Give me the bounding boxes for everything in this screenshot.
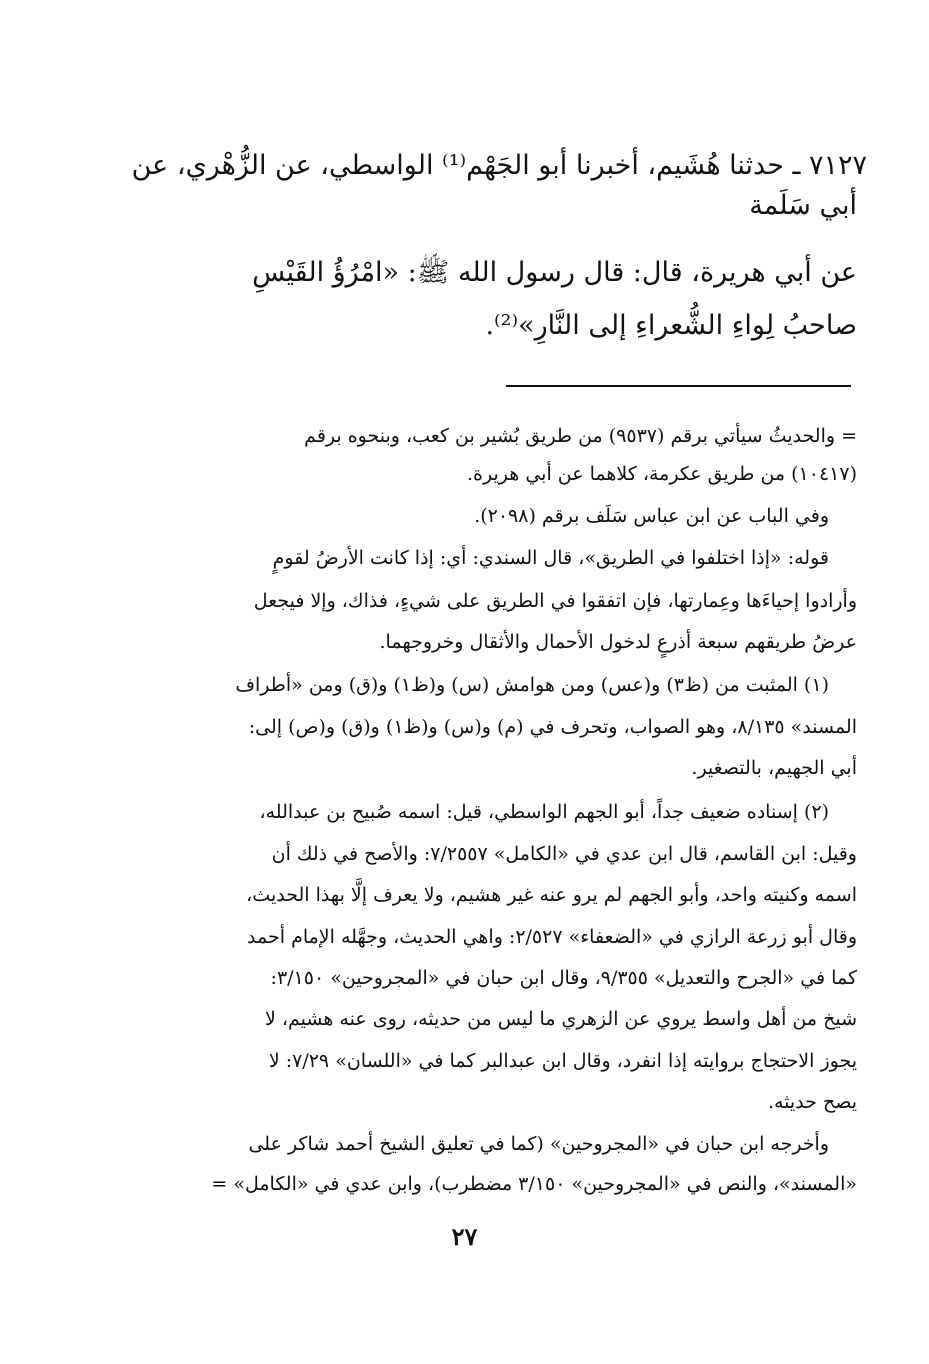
footnote-line: (٢) إسناده ضعيف جداً، أبو الجهم الواسطي، قيل: اسمه صُبيح بن عبدالله، <box>259 801 829 823</box>
footnote-separator <box>506 385 851 387</box>
hadith-line: عن أبي هريرة، قال: قال رسول الله ﷺ: «امْرُؤُ القَيْسِ <box>252 257 857 288</box>
footnote-line: اسمه وكنيته واحد، وأبو الجهم لم يرو عنه غير هشيم، ولا يعرف إلَّا بهذا الحديث، <box>246 884 857 906</box>
footnote-line: عرضُ طريقهم سبعة أذرعٍ لدخول الأحمال والأثقال وخروجهما. <box>379 631 857 653</box>
footnote-line: وأرادوا إحياءَها وعِمارتها، فإن اتفقوا في الطريق على شيءٍ، فذاك، وإلا فيجعل <box>253 590 857 612</box>
footnote-line: وأخرجه ابن حبان في «المجروحين» (كما في تعليق الشيخ أحمد شاكر على <box>248 1133 829 1155</box>
footnote-line: كما في «الجرح والتعديل» ٩/٣٥٥، وقال ابن حبان في «المجروحين» ٣/١٥٠: <box>270 967 857 989</box>
footnote-line: يصح حديثه. <box>767 1091 857 1113</box>
hadith-line: أبي سَلَمة <box>749 190 857 221</box>
page-number: ٢٧ <box>451 1222 478 1251</box>
footnote-line: (١) المثبت من (ظ٣) و(عس) ومن هوامش (س) و(ظ١) و(ق) ومن «أطراف <box>235 674 829 696</box>
footnote-line: أبي الجهيم، بالتصغير. <box>691 757 857 779</box>
footnote-line: «المسند»، والنص في «المجروحين» ٣/١٥٠ مضطرب)، وابن عدي في «الكامل» = <box>211 1173 857 1195</box>
hadith-line: صاحبُ لِواءِ الشُّعراءِ إلى النَّارِ»⁽²⁾. <box>485 310 857 341</box>
footnote-line: المسند» ٨/١٣٥، وهو الصواب، وتحرف في (م) و(س) و(ظ١) و(ق) و(ص) إلى: <box>248 716 857 738</box>
footnote-line: وفي الباب عن ابن عباس سَلَف برقم (٢٠٩٨). <box>474 505 829 527</box>
footnote-line: وقيل: ابن القاسم، قال ابن عدي في «الكامل» ٧/٢٥٥٧: والأصح في ذلك أن <box>271 843 857 865</box>
hadith-line: ٧١٢٧ ـ حدثنا هُشَيم، أخبرنا أبو الجَهْم⁽¹⁾ الواسطي، عن الزُّهْري، عن <box>131 150 867 181</box>
footnote-line: وقال أبو زرعة الرازي في «الضعفاء» ٢/٥٢٧: واهي الحديث، وجهَّله الإمام أحمد <box>247 926 857 948</box>
footnote-line: (١٠٤١٧) من طريق عكرمة، كلاهما عن أبي هريرة. <box>467 463 857 485</box>
footnote-line: شيخ من أهل واسط يروي عن الزهري ما ليس من حديثه، روى عنه هشيم، لا <box>265 1008 857 1030</box>
footnote-line: = والحديثُ سيأتي برقم (٩٥٣٧) من طريق بُشير بن كعب، وبنحوه برقم <box>304 425 857 447</box>
footnote-line: قوله: «إذا اختلفوا في الطريق»، قال السندي: أي: إذا كانت الأرضُ لقومٍ <box>272 547 829 569</box>
footnote-line: يجوز الاحتجاج بروايته إذا انفرد، وقال ابن عبدالبر كما في «اللسان» ٧/٢٩: لا <box>268 1050 857 1072</box>
